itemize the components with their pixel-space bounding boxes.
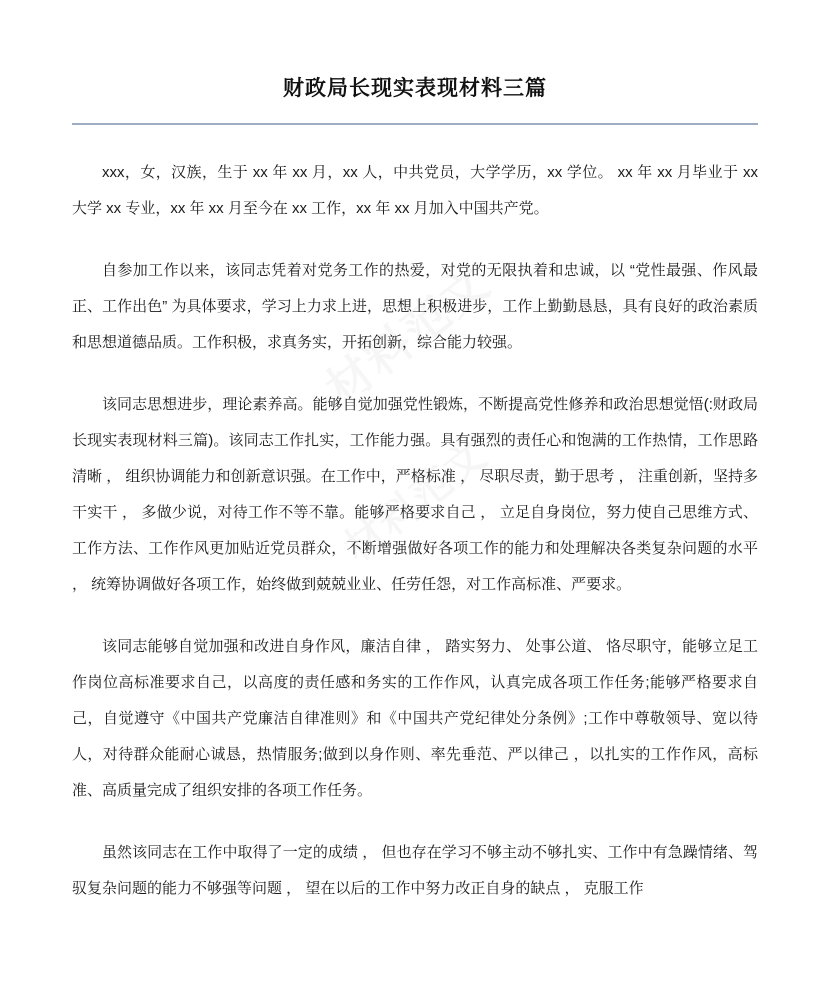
paragraph-3: 该同志思想进步，理论素养高。能够自觉加强党性锻炼，不断提高党性修养和政治思想觉悟(:财政局长现实表现材料三篇)。该同志工作扎实，工作能力强。具有强烈的责任心和饱满的工作热情，工作思路清晰 ， 组织协调能力和创新意识强。在工作中，严格标准 ， 尽职尽责，勤于思考 ， 注重创新，坚持多干实干 ， 多做少说，对待工作不等不靠。能够严格要求自己 ， 立足自身岗位，努力使自己思维方式、工作方法、工作作风更加贴近党员群众，不断增强做好各项工作的能力和处理解决各类复杂问题的水平 ， 统筹协调做好各项工作，始终做到兢兢业业、任劳任怨，对工作高标准、严要求。 xyxy=(72,396,758,594)
page-title: 财政局长现实表现材料三篇 xyxy=(283,77,547,100)
paragraph-2: 自参加工作以来，该同志凭着对党务工作的热爱，对党的无限执着和忠诚，以 “党性最强、作风最正、工作出色” 为具体要求，学习上力求上进，思想上积极进步，工作上勤勤恳恳，具有良好的政治素质和思想道德品质。工作积极，求真务实，开拓创新，综合能力较强。 xyxy=(72,262,758,352)
paragraph-1: xxx，女，汉族，生于 xx 年 xx 月，xx 人，中共党员，大学学历，xx 学位。 xx 年 xx 月毕业于 xx 大学 xx 专业，xx 年 xx 月至今在 xx 工作，xx 年 xx 月加入中国共产党。 xyxy=(72,164,758,218)
paragraph-5: 虽然该同志在工作中取得了一定的成绩 ， 但也存在学习不够主动不够扎实、工作中有急躁情绪、驾驭复杂问题的能力不够强等问题 ， 望在以后的工作中努力改正自身的缺点 ， 克服工作 xyxy=(72,844,758,898)
paragraph-4: 该同志能够自觉加强和改进自身作风，廉洁自律 ， 踏实努力、 处事公道、 恪尽职守，能够立足工作岗位高标准要求自己，以高度的责任感和务实的工作作风，认真完成各项工作任务;能够严格要求自己，自觉遵守《中国共产党廉洁自律准则》和《中国共产党纪律处分条例》;工作中尊敬领导、宽以待人，对待群众能耐心诚恳，热情服务;做到以身作则、率先垂范、严以律己 ，以扎实的工作作风，高标准、高质量完成了组织安排的各项工作任务。 xyxy=(72,638,758,800)
